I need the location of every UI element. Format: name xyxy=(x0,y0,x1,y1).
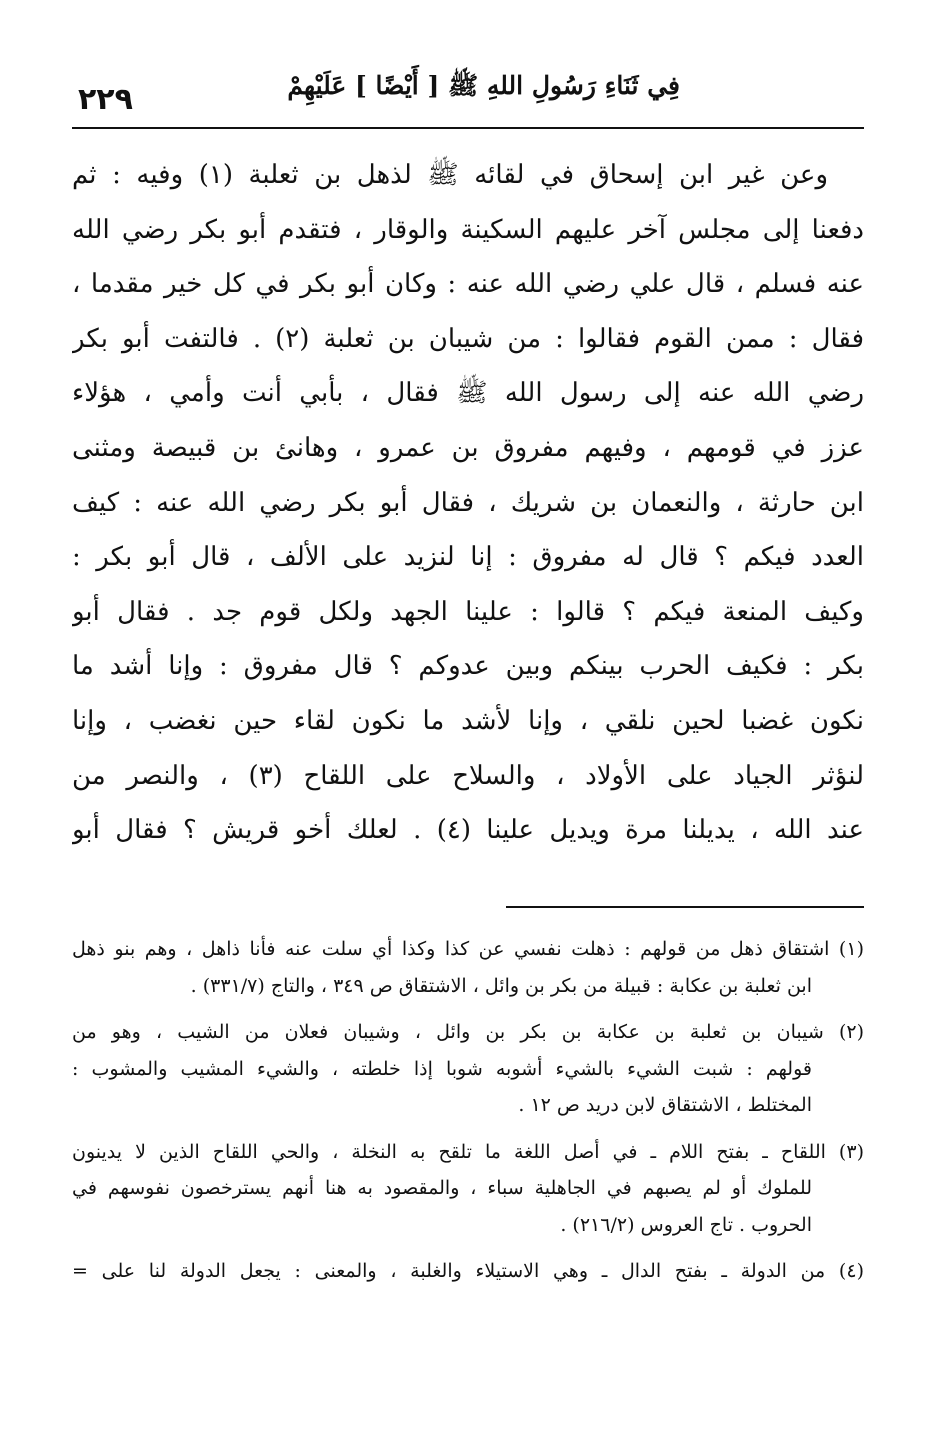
body-line: لنؤثر الجياد على الأولاد ، والسلاح على اللقاح (٣) ، والنصر من xyxy=(72,760,864,791)
body-line: دفعنا إلى مجلس آخر عليهم السكينة والوقار ، فتقدم أبو بكر رضي الله xyxy=(72,214,864,245)
footnote-line: للملوك أو لم يصبهم في الجاهلية سباء ، والمقصود به هنا أنهم يسترخصون نفوسهم في xyxy=(72,1177,812,1199)
body-line: نكون غضبا لحين نلقي ، وإنا لأشد ما نكون لقاء حين نغضب ، وإنا xyxy=(72,705,864,736)
footnote-line: ابن ثعلبة بن عكابة : قبيلة من بكر بن وائل ، الاشتقاق ص ٣٤٩ ، والتاج (٣٣١/٧) . xyxy=(190,974,812,997)
body-line: وعن غير ابن إسحاق في لقائه ﷺ لذهل بن ثعلبة (١) وفيه : ثم xyxy=(72,160,828,190)
running-header: فِي ثَنَاءِ رَسُولِ اللهِ ﷺ [ أَيْضًا ] عَلَيْهِمْ xyxy=(287,71,680,100)
header-rule xyxy=(72,127,864,129)
footnote-line: (٢) شيبان بن ثعلبة بن عكابة بن بكر بن وائل ، وشيبان فعلان من الشيب ، وهو من xyxy=(72,1021,864,1043)
footnote-line: المختلط ، الاشتقاق لابن دريد ص ١٢ . xyxy=(518,1094,812,1116)
footnote-line: (١) اشتقاق ذهل من قولهم : ذهلت نفسي عن كذا وكذا أي سلت عنه فأنا ذاهل ، وهم بنو ذهل xyxy=(72,938,864,960)
footnote-4 xyxy=(72,1253,864,1290)
footnote-line: قولهم : شبت الشيء بالشيء أشوبه شوبا إذا خلطته ، والشيء المشيب والمشوب : xyxy=(72,1057,812,1080)
footnote-3 xyxy=(72,1134,864,1244)
footnote-line: (٣) اللقاح ـ بفتح اللام ـ في أصل اللغة ما تلقح به النخلة ، والحي اللقاح الذين لا يدينون xyxy=(72,1140,864,1163)
footnotes xyxy=(72,931,864,1300)
body-line: رضي الله عنه إلى رسول الله ﷺ فقال ، بأبي أنت وأمي ، هؤلاء xyxy=(72,378,864,409)
body-line: ابن حارثة ، والنعمان بن شريك ، فقال أبو بكر رضي الله عنه : كيف xyxy=(72,487,864,518)
body-line: عزز في قومهم ، وفيهم مفروق بن عمرو ، وهانئ بن قبيصة ومثنى xyxy=(72,432,864,463)
body-line: بكر : فكيف الحرب بينكم وبين عدوكم ؟ قال مفروق : وإنا أشد ما xyxy=(72,651,864,682)
footnote-2 xyxy=(72,1014,864,1124)
body-line: العدد فيكم ؟ قال له مفروق : إنا لنزيد على الألف ، قال أبو بكر : xyxy=(72,542,864,573)
footnote-line: (٤) من الدولة ـ بفتح الدال ـ وهي الاستيلاء والغلبة ، والمعنى : يجعل الدولة لنا على = xyxy=(72,1260,864,1282)
footnote-separator xyxy=(506,906,864,908)
body-line: عند الله ، يديلنا مرة ويديل علينا (٤) . لعلك أخو قريش ؟ فقال أبو xyxy=(72,815,864,846)
body-line: وكيف المنعة فيكم ؟ قالوا : علينا الجهد ولكل قوم جد . فقال أبو xyxy=(72,596,864,627)
body-line: فقال : ممن القوم فقالوا : من شيبان بن ثعلبة (٢) . فالتفت أبو بكر xyxy=(72,323,864,354)
body-line: عنه فسلم ، قال علي رضي الله عنه : وكان أبو بكر في كل خير مقدما ، xyxy=(72,269,864,300)
page-number: ٢٢٩ xyxy=(78,82,133,117)
body-text xyxy=(72,148,864,858)
footnote-1 xyxy=(72,931,864,1004)
footnote-line: الحروب . تاج العروس (٢١٦/٢) . xyxy=(560,1213,812,1236)
